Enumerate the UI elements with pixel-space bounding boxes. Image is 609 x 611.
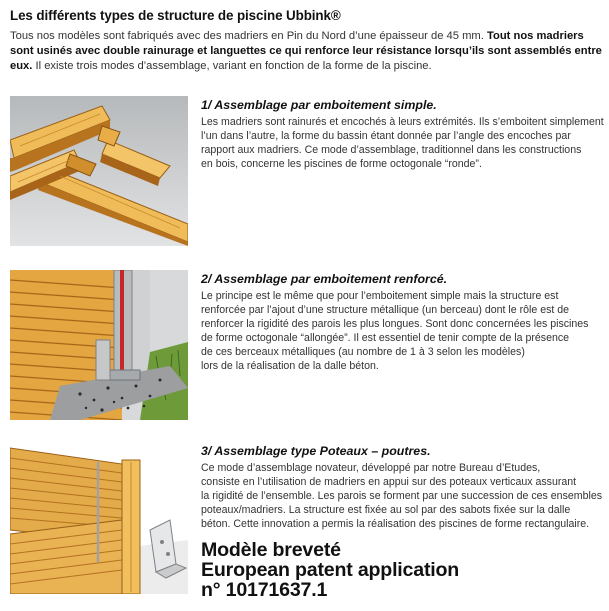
section-1-line: en bois, concerne les piscines de forme octogonale “ronde”. <box>201 158 482 170</box>
section-2-line: lors de la réalisation de la dalle béton. <box>201 360 379 372</box>
section-1-line: rapport aux madriers. Ce mode d’assemblage, traditionnel dans les constructions <box>201 144 582 156</box>
section-3-heading: 3/ Assemblage type Poteaux – poutres. <box>201 444 431 458</box>
section-3-line: poteaux/madriers. La structure est fixée au sol par des sabots fixée sur la dalle <box>201 504 571 516</box>
intro-text-1: Tous nos modèles sont fabriqués avec des madriers en Pin du Nord d’une épaisseur de 45 mm. <box>10 30 487 42</box>
section-1-heading: 1/ Assemblage par emboitement simple. <box>201 98 437 112</box>
section-2-heading: 2/ Assemblage par emboitement renforcé. <box>201 272 448 286</box>
intro-text-bold: Tout nos madriers sont usinés avec double rainurage et languettes ce qui renforce leur résistance lorsqu’ils sont assemblés entre eux. <box>10 30 602 72</box>
illustration-reinforced-interlock <box>10 270 188 420</box>
intro-paragraph <box>10 29 602 74</box>
section-3-line: la rigidité de l’ensemble. Les parois se forment par une succession de ces ensembles <box>201 490 603 502</box>
illustration-simple-interlock <box>10 96 188 246</box>
patent-line-1: Modèle breveté <box>201 539 341 561</box>
section-1-line: Les madriers sont rainurés et encochés à leurs extrémités. Ils s’emboitent simplement <box>201 116 604 128</box>
page-title: Les différents types de structure de piscine Ubbink® <box>10 8 341 23</box>
section-2-line: de ces berceaux métalliques (au nombre de 1 à 3 selon les modèles) <box>201 346 525 358</box>
section-2-line: Le principe est le même que pour l’emboitement simple mais la structure est <box>201 290 559 302</box>
section-2-line: renforcée par l’ajout d’une structure métallique (un berceau) dont le rôle est de <box>201 304 570 316</box>
section-1-line: l’un dans l’autre, la forme du bassin étant donnée par l’angle des encoches par <box>201 130 571 142</box>
section-2-body <box>201 289 588 373</box>
intro-text-2: Il existe trois modes d’assemblage, variant en fonction de la forme de la piscine. <box>32 60 432 72</box>
patent-notice <box>201 540 459 600</box>
patent-line-2: European patent application <box>201 559 460 581</box>
section-1-body <box>201 115 604 171</box>
section-3-line: consiste en l’utilisation de madriers en appui sur des poteaux verticaux assurant <box>201 476 577 488</box>
section-2-line: renforcer la rigidité des parois les plus longues. Sont donc concernées les piscines <box>201 318 589 330</box>
section-3-body <box>201 461 602 531</box>
illustration-posts-beams <box>10 444 188 594</box>
section-2-line: de forme octogonale “allongée”. Il est essentiel de tenir compte de la présence <box>201 332 570 344</box>
section-3-line: Ce mode d’assemblage novateur, développé par notre Bureau d’Etudes, <box>201 462 541 474</box>
section-3-line: béton. Cette innovation a permis la réalisation des piscines de forme rectangulaire. <box>201 518 590 530</box>
patent-line-3: n° 10171637.1 <box>201 579 328 601</box>
